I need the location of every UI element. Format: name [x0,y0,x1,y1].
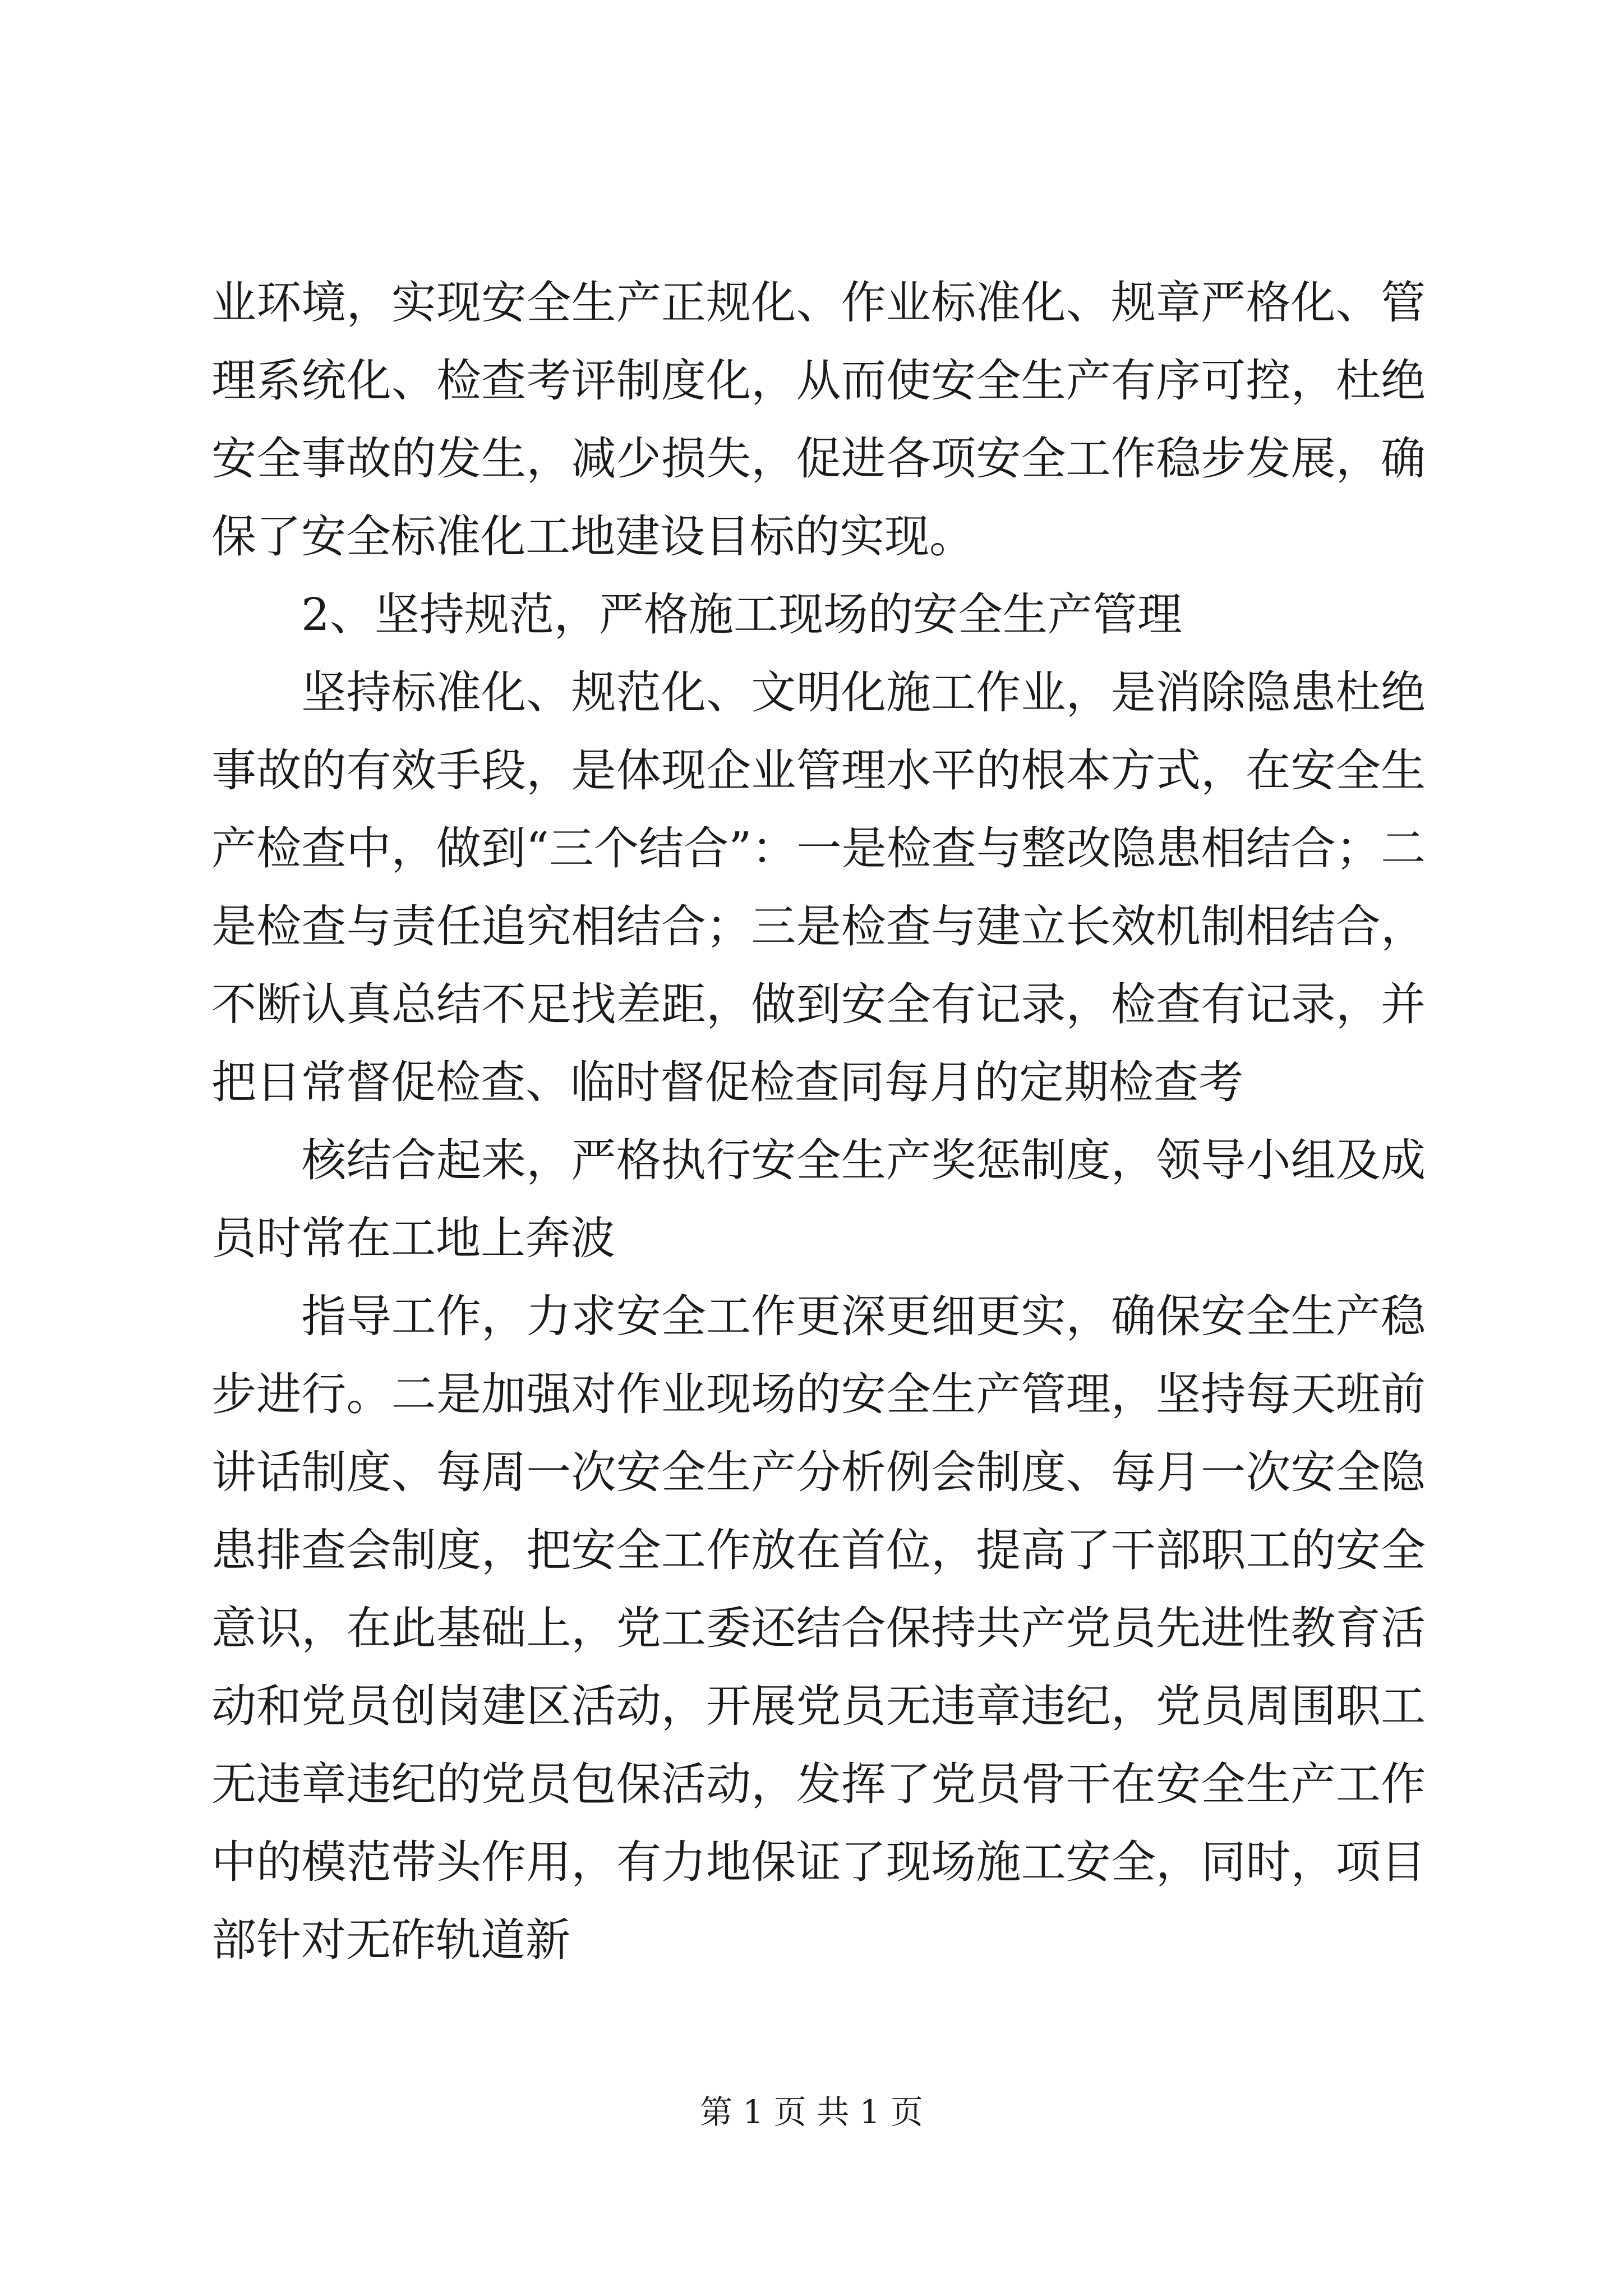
paragraph-4: 指导工作，力求安全工作更深更细更实，确保安全生产稳步进行。二是加强对作业现场的安全生产管理，坚持每天班前讲话制度、每周一次安全生产分析例会制度、每月一次安全隐患排查会制度，把安全工作放在首位，提高了干部职工的安全意识，在此基础上，党工委还结合保持共产党员先进性教育活动和党员创岗建区活动，开展党员无违章违纪，党员周围职工无违章违纪的党员包保活动，发挥了党员骨干在安全生产工作中的模范带头作用，有力地保证了现场施工安全，同时，项目部针对无砟轨道新 [211,1290,1426,1966]
page-number-footer: 第 1 页 共 1 页 [700,2093,923,2131]
paragraph-1: 业环境，实现安全生产正规化、作业标准化、规章严格化、管理系统化、检查考评制度化，从而使安全生产有序可控，杜绝安全事故的发生，减少损失，促进各项安全工作稳步发展，确保了安全标准化工地建设目标的实现。 [211,277,1426,563]
document-body [211,264,1426,1979]
section-heading: 2、坚持规范，严格施工现场的安全生产管理 [211,588,1182,641]
paragraph-2: 坚持标准化、规范化、文明化施工作业，是消除隐患杜绝事故的有效手段，是体现企业管理水平的根本方式，在安全生产检查中，做到“三个结合”：一是检查与整改隐患相结合；二是检查与责任追究相结合；三是检查与建立长效机制相结合，不断认真总结不足找差距，做到安全有记录，检查有记录，并把日常督促检查、临时督促检查同每月的定期检查考 [211,666,1426,1108]
paragraph-3: 核结合起来，严格执行安全生产奖惩制度，领导小组及成员时常在工地上奔波 [211,1134,1426,1264]
